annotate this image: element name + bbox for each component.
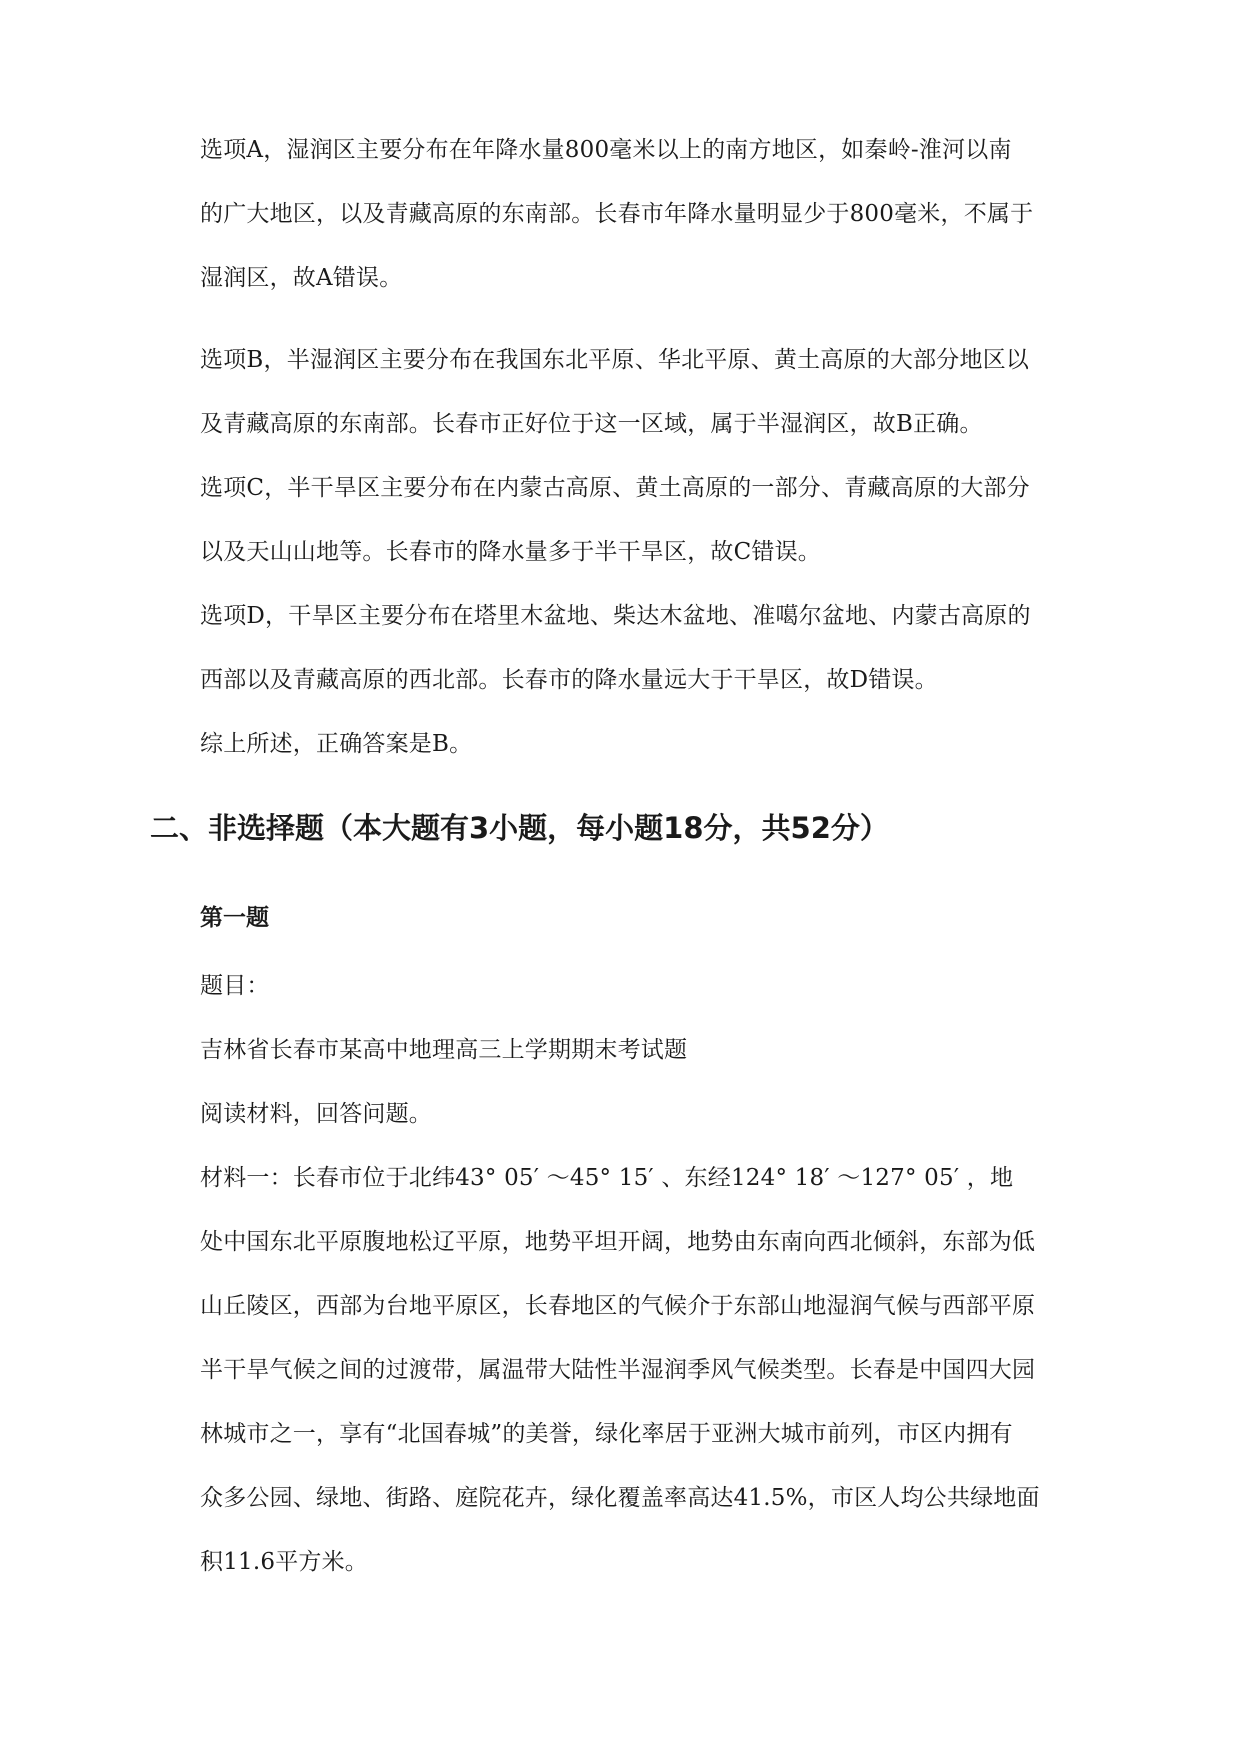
- text-line: 及青藏高原的东南部。长春市正好位于这一区域，属于半湿润区，故B正确。: [200, 411, 983, 437]
- text-line: 材料一：长春市位于北纬43° 05′ ～45° 15′ 、东经124° 18′ ～127° 05′ ，地: [200, 1165, 1014, 1191]
- text-line: 选项B，半湿润区主要分布在我国东北平原、华北平原、黄土高原的大部分地区以: [200, 347, 1030, 373]
- instruction-paragraph: [200, 1082, 1085, 1146]
- text-line: 综上所述，正确答案是B。: [200, 731, 473, 757]
- text-line: 以及天山山地等。长春市的降水量多于半干旱区，故C错误。: [200, 539, 821, 565]
- text-line: 西部以及青藏高原的西北部。长春市的降水量远大于干旱区，故D错误。: [200, 667, 938, 693]
- exam-title: [200, 1018, 1085, 1082]
- text-line: 题目：: [200, 973, 270, 999]
- option-d-paragraph: [200, 584, 1085, 712]
- text-line: 积11.6平方米。: [200, 1549, 369, 1575]
- text-line: 的广大地区，以及青藏高原的东南部。长春市年降水量明显少于800毫米，不属于: [200, 201, 1034, 227]
- option-a-paragraph: [200, 118, 1085, 310]
- option-b-paragraph: [200, 328, 1085, 456]
- text-line: 众多公园、绿地、街路、庭院花卉，绿化覆盖率高达41.5%，市区人均公共绿地面: [200, 1485, 1040, 1511]
- text-line: 处中国东北平原腹地松辽平原，地势平坦开阔，地势由东南向西北倾斜，东部为低: [200, 1229, 1036, 1255]
- text-line: 林城市之一，享有“北国春城”的美誉，绿化率居于亚洲大城市前列，市区内拥有: [200, 1421, 1013, 1447]
- question-label: [200, 954, 1085, 1018]
- text-line: 选项C，半干旱区主要分布在内蒙古高原、黄土高原的一部分、青藏高原的大部分: [200, 475, 1030, 501]
- text-line: 阅读材料，回答问题。: [200, 1101, 432, 1127]
- section-heading: 二、非选择题（本大题有3小题，每小题18分，共52分）: [150, 811, 889, 845]
- text-line: 半干旱气候之间的过渡带，属温带大陆性半湿润季风气候类型。长春是中国四大园: [200, 1357, 1036, 1383]
- material-one-paragraph: [200, 1146, 1085, 1594]
- text-line: 选项A，湿润区主要分布在年降水量800毫米以上的南方地区，如秦岭-淮河以南: [200, 137, 1012, 163]
- text-line: 吉林省长春市某高中地理高三上学期期末考试题: [200, 1037, 688, 1063]
- text-line: 山丘陵区，西部为台地平原区，长春地区的气候介于东部山地湿润气候与西部平原: [200, 1293, 1036, 1319]
- conclusion-paragraph: [200, 712, 1085, 776]
- option-c-paragraph: [200, 456, 1085, 584]
- text-line: 选项D，干旱区主要分布在塔里木盆地、柴达木盆地、准噶尔盆地、内蒙古高原的: [200, 603, 1031, 629]
- question-heading: 第一题: [200, 905, 269, 931]
- text-line: 湿润区，故A错误。: [200, 265, 403, 291]
